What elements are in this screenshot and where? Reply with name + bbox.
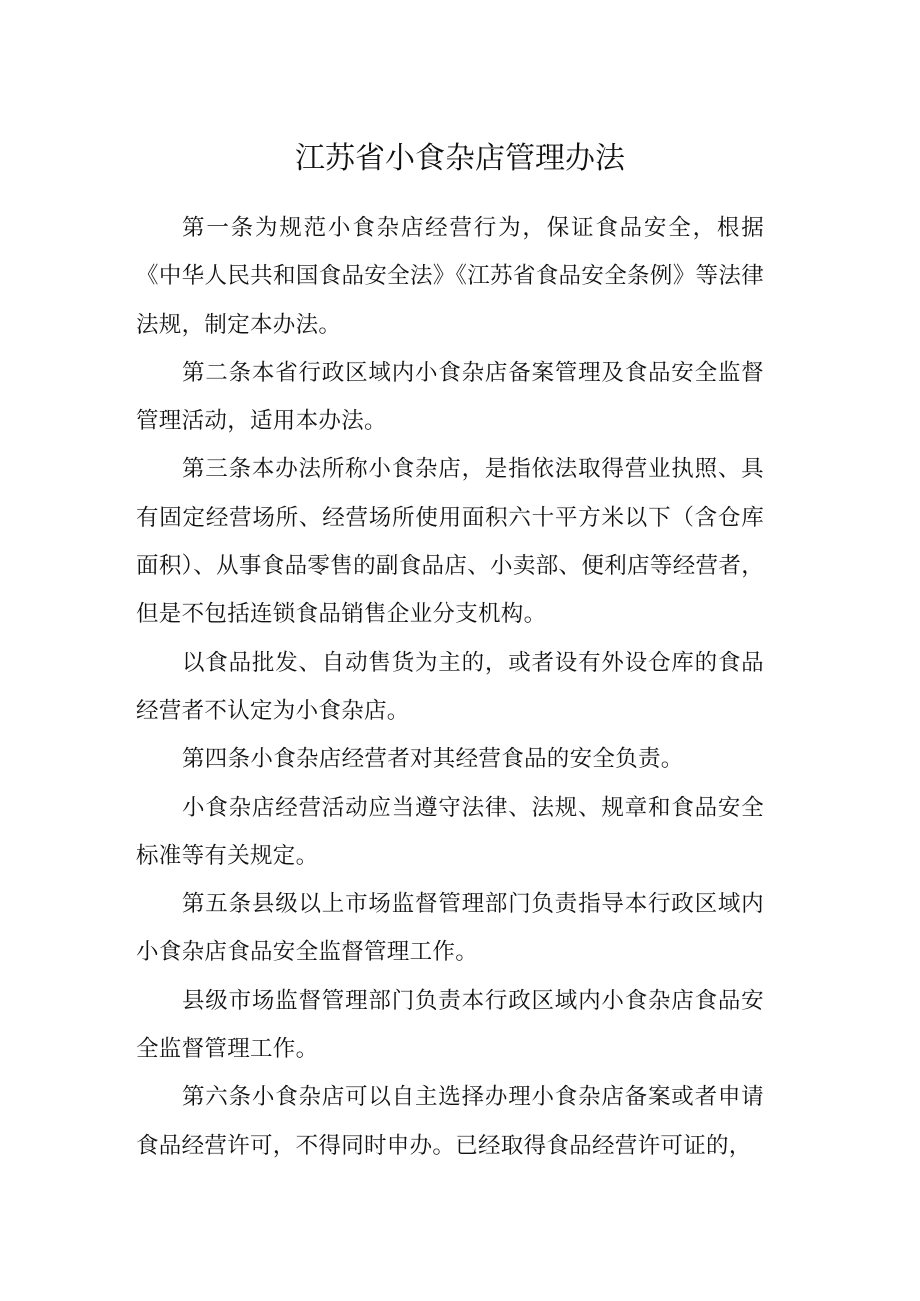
paragraph-article-5-clause: 县级市场监督管理部门负责本行政区域内小食杂店食品安全监督管理工作。 (136, 987, 764, 1063)
paragraph-article-6: 第六条小食杂店可以自主选择办理小食杂店备案或者申请食品经营许可，不得同时申办。已经取得食品经营许可证的， (136, 1084, 764, 1159)
paragraph-article-4: 第四条小食杂店经营者对其经营食品的安全负责。 (182, 746, 684, 773)
document-body (136, 204, 764, 1170)
document-title: 江苏省小食杂店管理办法 (295, 141, 625, 176)
paragraph-article-2: 第二条本省行政区域内小食杂店备案管理及食品安全监督管理活动，适用本办法。 (136, 359, 764, 435)
paragraph-article-5: 第五条县级以上市场监督管理部门负责指导本行政区域内小食杂店食品安全监督管理工作。 (136, 891, 764, 966)
paragraph-article-4-clause: 小食杂店经营活动应当遵守法律、法规、规章和食品安全标准等有关规定。 (136, 794, 764, 869)
paragraph-article-1: 第一条为规范小食杂店经营行为，保证食品安全，根据《中华人民共和国食品安全法》《江苏省食品安全条例》等法律法规，制定本办法。 (136, 215, 764, 338)
paragraph-article-3: 第三条本办法所称小食杂店，是指依法取得营业执照、具有固定经营场所、经营场所使用面积六十平方米以下（含仓库面积）、从事食品零售的副食品店、小卖部、便利店等经营者，但是不包括连锁食品销售企业分支机构。 (136, 456, 764, 628)
paragraph-article-3-clause: 以食品批发、自动售货为主的，或者设有外设仓库的食品经营者不认定为小食杂店。 (136, 649, 764, 724)
